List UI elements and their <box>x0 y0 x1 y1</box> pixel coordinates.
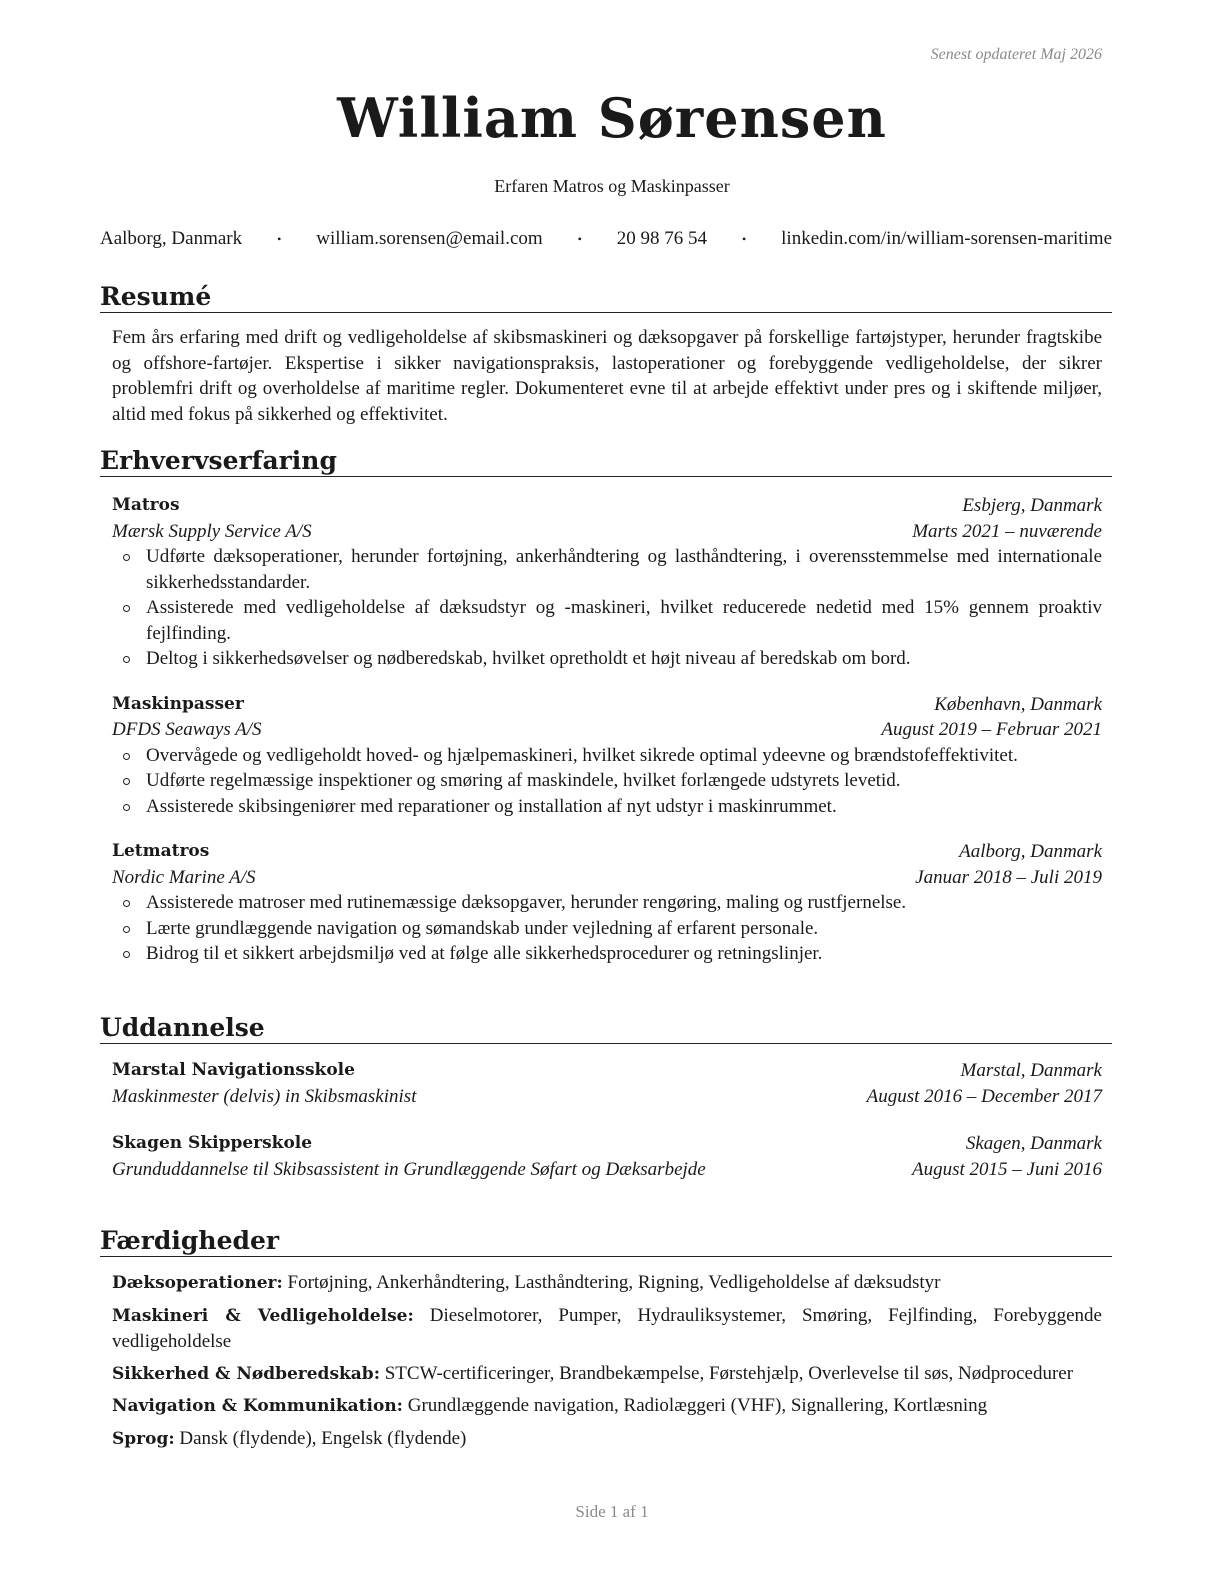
list-item: Assisterede med vedligeholdelse af dæksudstyr og -maskineri, hvilket reducerede nedetid med 15% gennem proaktiv fejlfinding. <box>146 595 1102 646</box>
list-item: Lærte grundlæggende navigation og sømandskab under vejledning af erfarent personale. <box>146 916 1102 942</box>
skill-label: Sikkerhed & Nødberedskab: <box>112 1363 380 1384</box>
job-company: Nordic Marine A/S <box>112 866 256 888</box>
skill-value: Dansk (flydende), Engelsk (flydende) <box>179 1427 467 1449</box>
list-item: Assisterede matroser med rutinemæssige dæksopgaver, herunder rengøring, maling og rustfjernelse. <box>146 890 1102 916</box>
list-item: Bidrog til et sikkert arbejdsmiljø ved at følge alle sikkerhedsprocedurer og retningslinjer. <box>146 941 1102 967</box>
school-location: Marstal, Danmark <box>960 1060 1102 1081</box>
school-location: Skagen, Danmark <box>965 1133 1102 1154</box>
section-title: Erhvervserfaring <box>100 446 1112 477</box>
experience-section <box>100 446 1112 967</box>
job-entry <box>112 692 1102 820</box>
job-entry <box>112 493 1102 672</box>
job-location: Aalborg, Danmark <box>959 841 1102 862</box>
skill-label: Navigation & Kommunikation: <box>112 1396 403 1416</box>
education-dates: August 2016 – December 2017 <box>866 1085 1102 1107</box>
skill-value: STCW-certificeringer, Brandbekæmpelse, Førstehjælp, Overlevelse til søs, Nødprocedurer <box>384 1362 1074 1384</box>
job-bullets <box>112 890 1102 967</box>
list-item: Overvågede og vedligeholdt hoved- og hjælpemaskineri, hvilket sikrede optimal ydeevne og brændstofeffektivitet. <box>146 743 1102 769</box>
contact-phone[interactable]: 20 98 76 54 <box>616 228 708 249</box>
list-item: Deltog i sikkerhedsøvelser og nødberedskab, hvilket opretholdt et højt niveau af beredskab om bord. <box>146 646 1102 672</box>
education-dates: August 2015 – Juni 2016 <box>912 1158 1102 1180</box>
job-role: Letmatros <box>112 841 210 861</box>
job-bullets <box>112 743 1102 820</box>
headline: Erfaren Matros og Maskinpasser <box>494 176 730 196</box>
list-item: Assisterede skibsingeniører med reparationer og installation af nyt udstyr i maskinrummet. <box>146 794 1102 820</box>
contact-linkedin[interactable]: linkedin.com/in/william-sorensen-maritime <box>781 228 1112 249</box>
job-location: Esbjerg, Danmark <box>962 495 1102 516</box>
education-entry <box>112 1131 1102 1182</box>
skill-label: Maskineri & Vedligeholdelse: <box>112 1305 414 1326</box>
job-entry <box>112 839 1102 967</box>
section-title: Resumé <box>100 282 1112 313</box>
skills-section <box>100 1226 1112 1458</box>
education-entry <box>112 1058 1102 1109</box>
job-dates: Marts 2021 – nuværende <box>912 520 1102 542</box>
section-title: Færdigheder <box>100 1226 1112 1257</box>
summary-text: Fem års erfaring med drift og vedligeholdelse af skibsmaskineri og dæksopgaver på forskellige fartøjstyper, herunder fragtskibe og offshore-fartøjer. Ekspertise i sikker navigationspraksis, lastoperationer og forebyggende vedligeholdelse, der sikrer problemfri drift og overholdelse af maritime regler. Dokumenteret evne til at arbejde effektivt under pres og i skiftende miljøer, altid med fokus på sikkerhed og effektivitet. <box>112 327 1102 425</box>
job-company: Mærsk Supply Service A/S <box>112 520 312 542</box>
skill-line <box>112 1393 1102 1420</box>
separator-dot: • <box>577 231 582 246</box>
job-location: København, Danmark <box>934 693 1102 715</box>
skill-value: Grundlæggende navigation, Radiolæggeri (VHF), Signallering, Kortlæsning <box>407 1395 988 1416</box>
list-item: Udførte regelmæssige inspektioner og smøring af maskindele, hvilket forlængede udstyrets levetid. <box>146 768 1102 794</box>
summary-section <box>100 282 1112 427</box>
skill-line <box>112 1303 1102 1355</box>
section-title: Uddannelse <box>100 1013 1112 1044</box>
skill-line <box>112 1270 1102 1297</box>
job-role: Maskinpasser <box>112 693 244 714</box>
degree: Maskinmester (delvis) in Skibsmaskinist <box>112 1085 417 1107</box>
degree: Grunduddannelse til Skibsassistent in Grundlæggende Søfart og Dæksarbejde <box>112 1158 706 1180</box>
job-company: DFDS Seaways A/S <box>112 719 262 740</box>
contact-bar <box>100 228 1112 250</box>
separator-dot: • <box>742 231 747 246</box>
page-number: Side 1 af 1 <box>575 1502 649 1521</box>
skill-line <box>112 1426 1102 1453</box>
job-role: Matros <box>112 495 180 515</box>
school-name: Skagen Skipperskole <box>112 1133 313 1153</box>
candidate-name: William Sørensen <box>337 86 887 150</box>
last-updated: Senest opdateret Maj 2026 <box>930 46 1102 63</box>
school-name: Marstal Navigationsskole <box>112 1060 355 1080</box>
list-item: Udførte dæksoperationer, herunder fortøjning, ankerhåndtering og lasthåndtering, i overensstemmelse med internationale sikkerhedsstandarder. <box>146 544 1102 595</box>
skill-line <box>112 1361 1102 1388</box>
job-dates: August 2019 – Februar 2021 <box>881 719 1102 740</box>
skill-value: Fortøjning, Ankerhåndtering, Lasthåndtering, Rigning, Vedligeholdelse af dæksudstyr <box>287 1272 941 1293</box>
contact-location: Aalborg, Danmark <box>100 228 243 249</box>
job-bullets <box>112 544 1102 672</box>
skill-label: Sprog: <box>112 1428 175 1449</box>
skill-label: Dæksoperationer: <box>112 1273 283 1293</box>
contact-email[interactable]: william.sorensen@email.com <box>316 228 543 249</box>
job-dates: Januar 2018 – Juli 2019 <box>915 866 1102 888</box>
separator-dot: • <box>277 231 282 246</box>
skill-value: Dieselmotorer, Pumper, Hydrauliksystemer, Smøring, Fejlfinding, Forebyggende vedligeholdelse <box>112 1304 1102 1352</box>
education-section <box>100 1013 1112 1182</box>
